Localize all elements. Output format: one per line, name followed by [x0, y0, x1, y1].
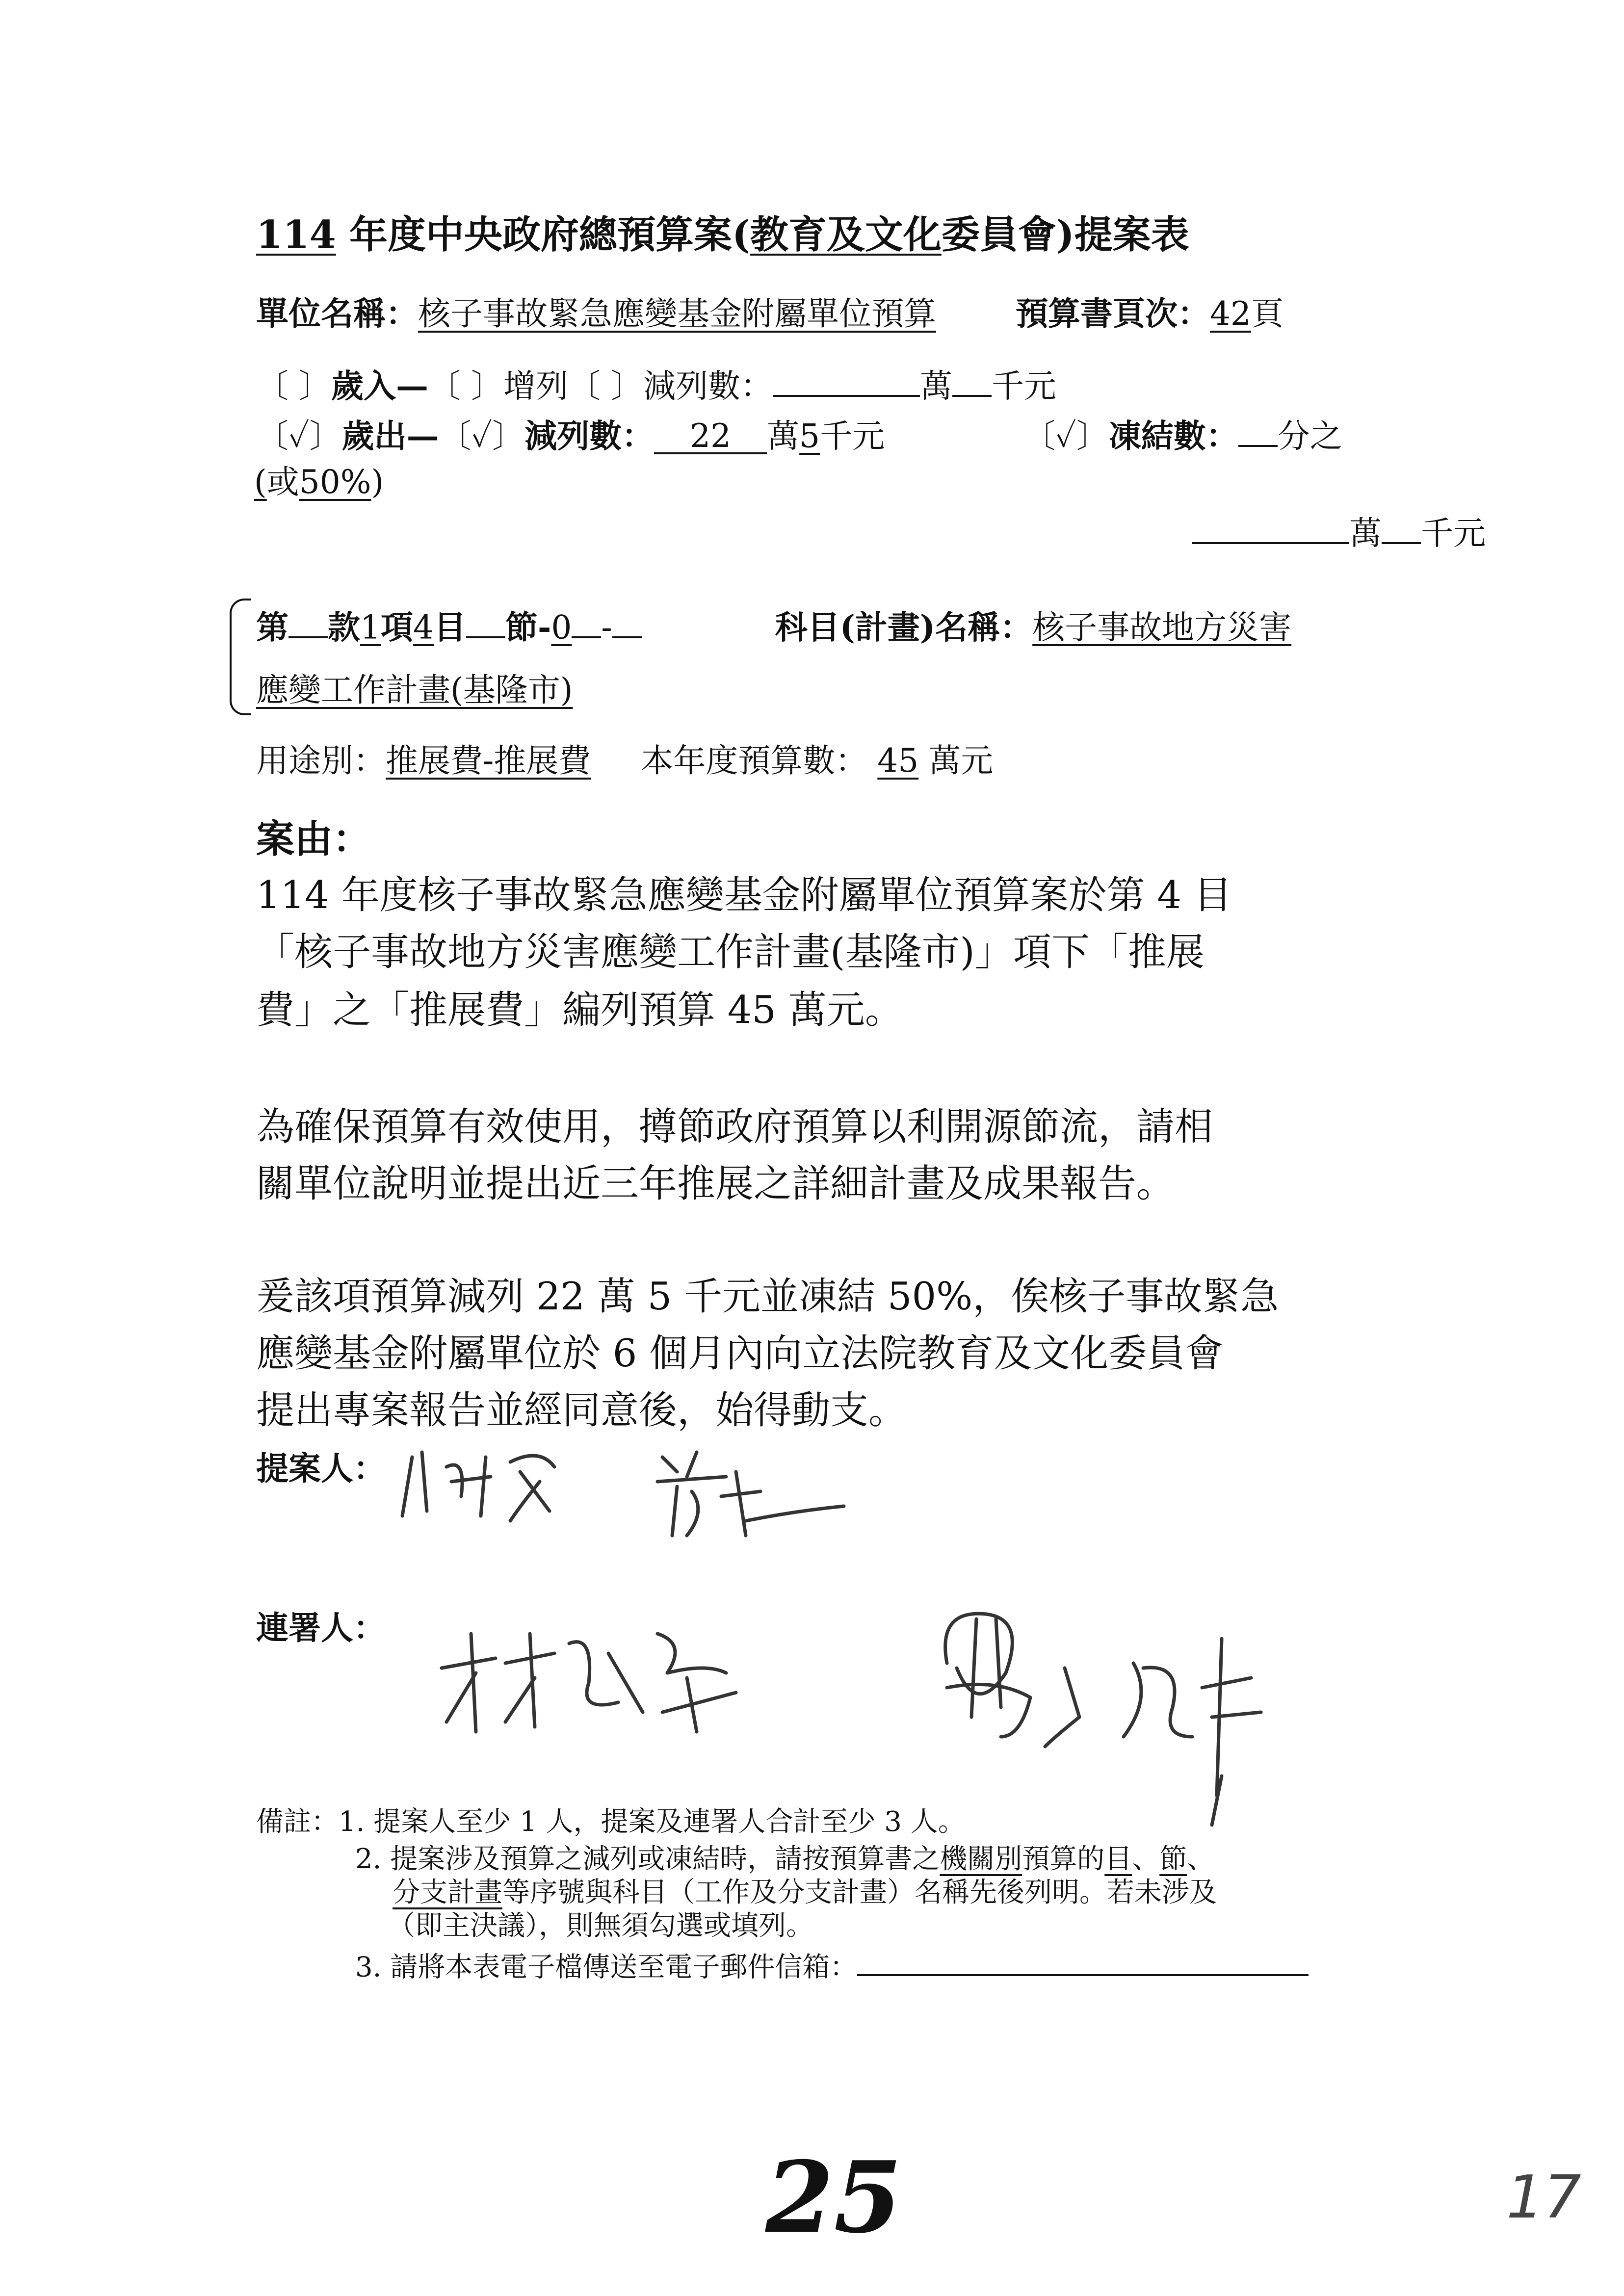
reason-line: 爰該項預算減列 22 萬 5 千元並凍結 50%，俟核子事故緊急 [256, 1275, 1279, 1319]
expense-row: 〔✓〕歲出—〔✓〕減列數： 22 萬5千元 〔✓〕凍結數： 分之 [256, 417, 1342, 455]
reason-heading: 案由： [256, 817, 371, 861]
decrease-checkbox[interactable]: 〔 〕 [568, 367, 643, 405]
note-2: 2. 提案涉及預算之減列或凍結時，請按預算書之機關別預算的目、節、 [355, 1843, 1215, 1875]
cosigner-signature-2 [917, 1590, 1310, 1835]
reason-line: 關單位說明並提出近三年推展之詳細計畫及成果報告。 [256, 1162, 1175, 1206]
usage-row: 用途別：推展費-推展費 本年度預算數： 45 萬元 [256, 742, 994, 780]
reason-line: 應變基金附屬單位於 6 個月內向立法院教育及文化委員會 [256, 1331, 1224, 1376]
expense-checkbox[interactable]: 〔✓〕 [256, 417, 342, 455]
note-1: 備註：1. 提案人至少 1 人，提案及連署人合計至少 3 人。 [256, 1806, 966, 1838]
bracket-mark [230, 599, 251, 715]
proposer-label: 提案人： [256, 1449, 386, 1487]
reason-line: 提出專案報告並經同意後，始得動支。 [256, 1388, 907, 1433]
revenue-row: 〔 〕歲入—〔 〕增列〔 〕減列數： 萬 千元 [256, 366, 1056, 405]
title-committee: 教育及文化 [750, 212, 942, 257]
budget-value: 45 [877, 742, 919, 780]
freeze-amount: 萬 千元 [1192, 513, 1486, 549]
page-number-value: 42 [1209, 295, 1251, 333]
reason-line: 「核子事故地方災害應變工作計畫(基隆市)」項下「推展 [256, 930, 1205, 974]
reason-line: 114 年度核子事故緊急應變基金附屬單位預算案於第 4 目 [256, 873, 1232, 917]
expense-decrease-checkbox[interactable]: 〔✓〕 [439, 417, 525, 455]
decrease-wan-value: 22 [654, 420, 767, 454]
note-2-cont2: （即主決議），則無須勾選或填列。 [388, 1910, 813, 1942]
item-row: 第 款1項4目 節-0 - 科目(計畫)名稱：核子事故地方災害 [256, 608, 1292, 647]
reason-line: 為確保預算有效使用，撙節政府預算以利開源節流，請相 [256, 1105, 1213, 1149]
freeze-percent-value: 50% [299, 463, 371, 501]
item-name: 核子事故地方災害 [1032, 608, 1292, 647]
email-field[interactable] [857, 1950, 1309, 1976]
form-title: 114 年度中央政府總預算案(教育及文化委員會)提案表 [256, 212, 1189, 257]
unit-row: 單位名稱：核子事故緊急應變基金附屬單位預算 預算書頁次：42頁 [256, 294, 1283, 333]
note-3: 3. 請將本表電子檔傳送至電子郵件信箱： [355, 1950, 1309, 1981]
item-name-cont: 應變工作計畫(基隆市) [256, 671, 573, 709]
unit-name: 核子事故緊急應變基金附屬單位預算 [418, 295, 936, 333]
note-2-cont: 分支計畫等序號與科目（工作及分支計畫）名稱先後列明。若未涉及 [393, 1877, 1217, 1908]
cosigner-label: 連署人： [256, 1609, 386, 1647]
proposer-signature-1 [393, 1437, 648, 1536]
page-number: 25 [765, 2140, 902, 2255]
proposer-signature-2 [648, 1442, 854, 1550]
reason-line: 費」之「推展費」編列預算 45 萬元。 [256, 988, 903, 1032]
usage-value: 推展費-推展費 [386, 742, 591, 780]
increase-checkbox[interactable]: 〔 〕 [428, 367, 503, 405]
corner-number: 17 [1506, 2164, 1581, 2232]
decrease-qian-value: 5 [799, 417, 820, 455]
freeze-checkbox[interactable]: 〔✓〕 [1023, 417, 1109, 455]
cosigner-signature-1 [432, 1614, 751, 1761]
freeze-percent: (或50%) [254, 463, 384, 501]
title-year: 114 [256, 212, 336, 257]
revenue-checkbox[interactable]: 〔 〕 [256, 367, 331, 405]
